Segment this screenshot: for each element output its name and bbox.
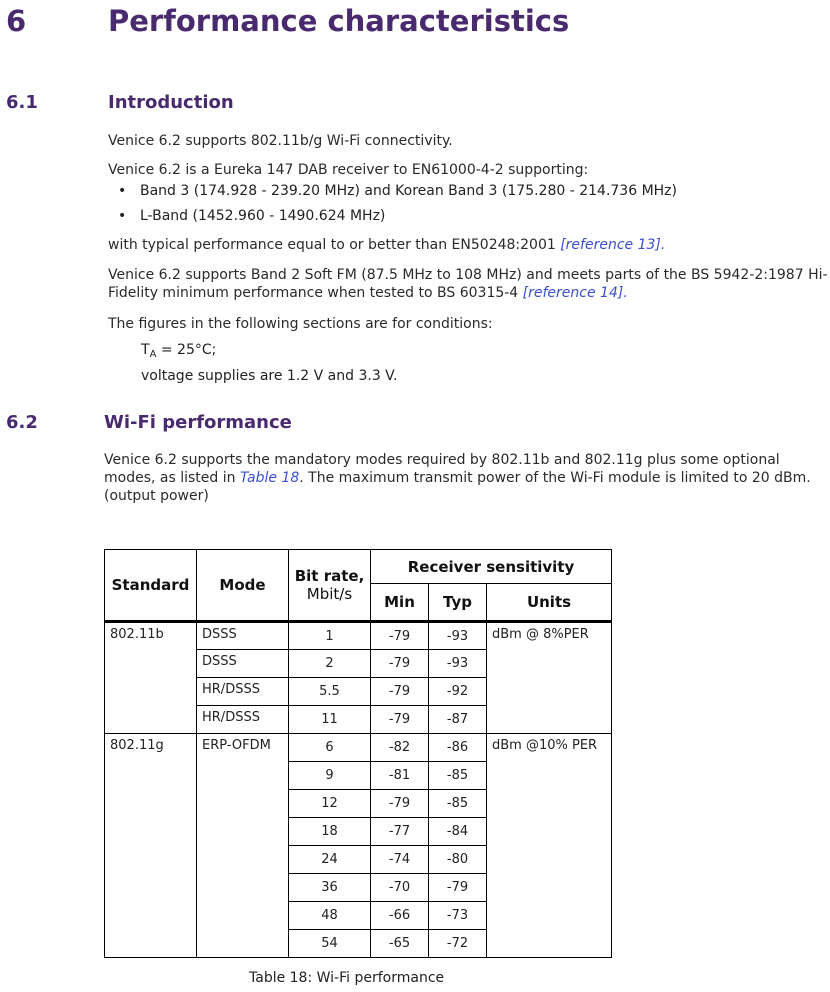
header-typ: Typ <box>429 584 487 622</box>
typ-cell: -92 <box>429 678 487 706</box>
mode-cell: ERP-OFDM <box>197 734 289 958</box>
section-heading <box>0 4 830 44</box>
units-cell: dBm @ 8%PER <box>487 622 612 734</box>
rate-cell: 5.5 <box>289 678 371 706</box>
min-cell: -79 <box>371 706 429 734</box>
header-min: Min <box>371 584 429 622</box>
bullet-icon: • <box>118 208 127 224</box>
mode-cell: HR/DSSS <box>197 678 289 706</box>
min-cell: -79 <box>371 622 429 650</box>
header-units: Units <box>487 584 612 622</box>
subsection-heading-intro <box>0 92 830 118</box>
intro-paragraph-1: Venice 6.2 supports 802.11b/g Wi-Fi connectivity. <box>108 133 453 149</box>
typ-cell: -84 <box>429 818 487 846</box>
mode-cell: HR/DSSS <box>197 706 289 734</box>
typ-cell: -73 <box>429 902 487 930</box>
subsection-heading-wifi <box>0 412 830 438</box>
reference-link[interactable]: [reference 14]. <box>522 285 628 301</box>
header-mode: Mode <box>197 550 289 622</box>
section-number: 6 <box>6 4 27 38</box>
typ-cell: -87 <box>429 706 487 734</box>
wifi-paragraph: Venice 6.2 supports the mandatory modes required by 802.11b and 802.11g plus some optional modes, as listed in Table 18. The maximum transmit power of the Wi-Fi module is limited to 20 dBm.(output power) <box>104 452 811 504</box>
min-cell: -79 <box>371 650 429 678</box>
rate-cell: 6 <box>289 734 371 762</box>
rate-cell: 9 <box>289 762 371 790</box>
condition-voltage: voltage supplies are 1.2 V and 3.3 V. <box>141 368 398 384</box>
subsection-title: Wi-Fi performance <box>104 412 292 433</box>
rate-cell: 54 <box>289 930 371 958</box>
rate-cell: 2 <box>289 650 371 678</box>
section-title: Performance characteristics <box>108 4 570 38</box>
min-cell: -82 <box>371 734 429 762</box>
typ-cell: -93 <box>429 622 487 650</box>
subsection-number: 6.2 <box>6 412 38 433</box>
intro-paragraph-4: Venice 6.2 supports Band 2 Soft FM (87.5 MHz to 108 MHz) and meets parts of the BS 5942-2:1987 Hi-Fidelity minimum performance when tested to BS 60315-4 [reference 14]. <box>108 267 828 301</box>
header-bitrate: Bit rate, Mbit/s <box>289 550 371 622</box>
table-row <box>105 734 612 762</box>
table-link[interactable]: Table 18 <box>239 470 300 486</box>
typ-cell: -85 <box>429 790 487 818</box>
rate-cell: 18 <box>289 818 371 846</box>
rate-cell: 48 <box>289 902 371 930</box>
typ-cell: -79 <box>429 874 487 902</box>
min-cell: -81 <box>371 762 429 790</box>
table-row <box>105 622 612 650</box>
intro-paragraph-3: with typical performance equal to or better than EN50248:2001 [reference 13]. <box>108 237 666 253</box>
typ-cell: -80 <box>429 846 487 874</box>
mode-cell: DSSS <box>197 650 289 678</box>
standard-cell: 802.11g <box>105 734 197 958</box>
typ-cell: -85 <box>429 762 487 790</box>
subsection-number: 6.1 <box>6 92 38 113</box>
table-caption: Table 18: Wi-Fi performance <box>249 970 445 986</box>
min-cell: -65 <box>371 930 429 958</box>
rate-cell: 12 <box>289 790 371 818</box>
header-standard: Standard <box>105 550 197 622</box>
reference-link[interactable]: [reference 13]. <box>560 237 666 253</box>
typ-cell: -86 <box>429 734 487 762</box>
typ-cell: -93 <box>429 650 487 678</box>
rate-cell: 11 <box>289 706 371 734</box>
bullet-icon: • <box>118 183 127 199</box>
units-cell: dBm @10% PER <box>487 734 612 958</box>
intro-paragraph-2: Venice 6.2 is a Eureka 147 DAB receiver to EN61000-4-2 supporting: <box>108 162 589 178</box>
min-cell: -74 <box>371 846 429 874</box>
subsection-title: Introduction <box>108 92 234 113</box>
rate-cell: 1 <box>289 622 371 650</box>
condition-temperature: $T_A = 25^\circ C$; <box>141 342 217 360</box>
rate-cell: 36 <box>289 874 371 902</box>
mode-cell: DSSS <box>197 622 289 650</box>
standard-cell: 802.11b <box>105 622 197 734</box>
wifi-performance-table <box>104 549 612 958</box>
min-cell: -66 <box>371 902 429 930</box>
min-cell: -77 <box>371 818 429 846</box>
min-cell: -79 <box>371 790 429 818</box>
intro-paragraph-5: The figures in the following sections are for conditions: <box>108 316 493 332</box>
min-cell: -79 <box>371 678 429 706</box>
header-receiver-sensitivity: Receiver sensitivity <box>371 550 612 584</box>
rate-cell: 24 <box>289 846 371 874</box>
min-cell: -70 <box>371 874 429 902</box>
typ-cell: -72 <box>429 930 487 958</box>
